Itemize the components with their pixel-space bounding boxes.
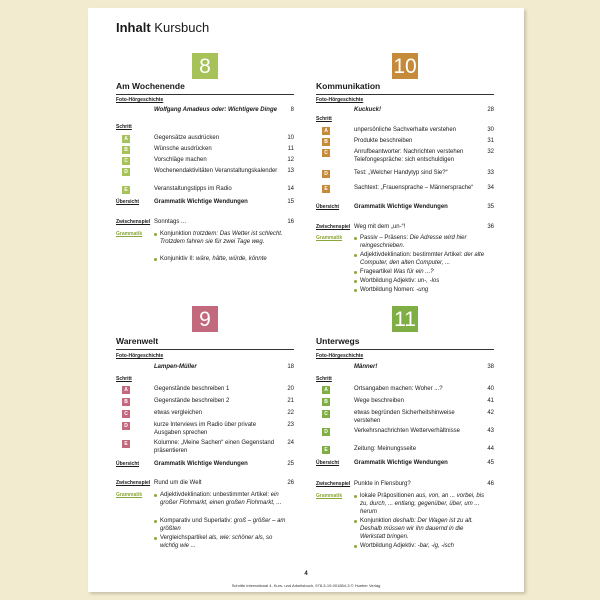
page-ref: 21 [287, 398, 294, 404]
label-foto: Foto-Hörgeschichte [116, 353, 164, 359]
schritt-badge: D [122, 422, 130, 430]
foto-title: Wolfgang Amadeus oder: Wichtigere Dinge [154, 107, 277, 113]
schritt-text: Veranstaltungstipps im Radio [154, 186, 232, 192]
schritt-text: Anrufbeantworter: Nachrichten verstehen Telefongespräche: sich entschuldigen [354, 149, 464, 163]
schritt-badge: A [122, 135, 130, 143]
chapter-number-10: 10 [393, 55, 417, 78]
label-schritt: Schritt [316, 116, 332, 122]
page-ref: 34 [487, 185, 494, 191]
page-ref: 15 [287, 199, 294, 205]
label-uebersicht: Übersicht [116, 461, 140, 467]
schritt-badge: B [322, 138, 330, 146]
page-title [116, 20, 209, 35]
label-grammatik: Grammatik [116, 231, 143, 237]
page-ref: 18 [287, 364, 294, 370]
lektion-8 [116, 53, 294, 283]
uebersicht-text: Grammatik Wichtige Wendungen [354, 204, 448, 210]
chapter-title-10[interactable]: Kommunikation [316, 81, 494, 95]
page-ref: 45 [487, 460, 494, 466]
label-grammatik: Grammatik [316, 493, 343, 499]
page-title-main: Inhalt [116, 20, 151, 35]
foto-title: Lampen-Müller [154, 364, 197, 370]
schritt-badge: E [322, 185, 330, 193]
page-ref: 12 [287, 157, 294, 163]
schritt-badge: A [122, 386, 130, 394]
label-grammatik: Grammatik [116, 492, 143, 498]
schritt-badge: E [122, 186, 130, 194]
schritt-badge: D [322, 428, 330, 436]
page-ref: 8 [290, 107, 294, 113]
zwischenspiel-text: Punkte in Flensburg? [354, 481, 411, 487]
schritt-text: Wünsche ausdrücken [154, 146, 212, 152]
schritt-badge: B [122, 398, 130, 406]
page-ref: 46 [487, 481, 494, 487]
schritt-text: Ortsangaben machen: Woher ...? [354, 386, 443, 392]
label-zwischenspiel: Zwischenspiel [316, 224, 351, 230]
page-ref: 44 [487, 446, 494, 452]
page-ref: 42 [487, 410, 494, 416]
label-schritt: Schritt [316, 376, 332, 382]
label-zwischenspiel: Zwischenspiel [116, 480, 151, 486]
schritt-badge: A [322, 386, 330, 394]
grammatik-point: Frageartikel Was für ein ...? [354, 269, 490, 277]
schritt-badge: E [122, 440, 130, 448]
page-ref: 20 [287, 386, 294, 392]
zwischenspiel-text: Sonntags ... [154, 219, 187, 225]
schritt-text: unpersönliche Sachverhalte verstehen [354, 127, 457, 133]
schritt-text: Gegenstände beschreiben 1 [154, 386, 230, 392]
grammatik-point: Komparativ und Superlativ: groß – größer – am größten [154, 518, 290, 534]
schritt-text: Produkte beschreiben [354, 138, 413, 144]
schritt-text: Wege beschreiben [354, 398, 404, 404]
grammatik-point: Wortbildung Nomen: -ung [354, 287, 490, 295]
label-schritt: Schritt [116, 124, 132, 130]
schritt-text: Wochenendaktivitäten Veranstaltungskalender [154, 168, 278, 174]
label-foto: Foto-Hörgeschichte [316, 97, 364, 103]
schritt-text: Gegensätze ausdrücken [154, 135, 220, 141]
grammatik-point: Adjektivdeklination: bestimmter Artikel: der alte Computer, den alten Computer, ... [354, 252, 490, 268]
chapter-title-11[interactable]: Unterwegs [316, 336, 494, 350]
schritt-badge: C [322, 410, 330, 418]
schritt-text: etwas begründen Sicherheitshinweise verstehen [354, 410, 455, 424]
chapter-title-8[interactable]: Am Wochenende [116, 81, 294, 95]
chapter-number-11: 11 [392, 306, 418, 332]
page-ref: 16 [287, 219, 294, 225]
page-ref: 11 [287, 146, 294, 152]
label-zwischenspiel: Zwischenspiel [316, 481, 351, 487]
page-ref: 31 [487, 138, 494, 144]
page-number: 4 [304, 571, 308, 577]
copyright-footer: Schritte international 4, Kurs- und Arbeitsbuch, 978-3-19-001854-3 © Hueber Verlag [231, 583, 381, 588]
page-ref: 22 [287, 410, 294, 416]
page-ref: 38 [487, 364, 494, 370]
page-ref: 30 [487, 127, 494, 133]
document-page [88, 8, 524, 592]
schritt-text: Vorschläge machen [154, 157, 207, 163]
schritt-text: Verkehrsnachrichten Wetterverhältnisse [354, 428, 460, 434]
schritt-badge: C [122, 410, 130, 418]
page-ref: 14 [287, 186, 294, 192]
grammatik-point: Konjunktion trotzdem: Das Wetter ist schlecht. Trotzdem fahren sie für zwei Tage weg. [154, 231, 290, 247]
schritt-text: etwas vergleichen [154, 410, 203, 416]
uebersicht-text: Grammatik Wichtige Wendungen [154, 461, 248, 467]
label-uebersicht: Übersicht [316, 204, 340, 210]
schritt-text: kurze Interviews im Radio über private Ausgaben sprechen [154, 422, 257, 436]
page-ref: 25 [287, 461, 294, 467]
page-ref: 24 [287, 440, 294, 446]
chapter-number-8: 8 [192, 53, 218, 79]
lektion-9 [116, 306, 294, 556]
page-ref: 23 [287, 422, 294, 428]
grammatik-point: Konjunktiv II: wäre, hätte, würde, könnte [154, 256, 290, 264]
schritt-text: Gegenstände beschreiben 2 [154, 398, 230, 404]
foto-title: Männer! [354, 364, 378, 370]
schritt-badge: A [322, 127, 330, 135]
schritt-badge: B [122, 146, 130, 154]
zwischenspiel-text: Rund um die Welt [154, 480, 202, 486]
page-ref: 40 [487, 386, 494, 392]
schritt-badge: E [322, 446, 330, 454]
page-ref: 26 [287, 480, 294, 486]
schritt-text: Kolumne: „Meine Sachen“ einen Gegenstand präsentieren [154, 440, 275, 454]
page-ref: 33 [487, 170, 494, 176]
grammatik-point: Konjunktion deshalb: Der Wagen ist zu alt. Deshalb müssen wir ihn dauernd in die Werkstatt bringen. [354, 518, 490, 541]
grammatik-point: Vergleichspartikel als, wie: schöner als, so wichtig wie ... [154, 535, 290, 551]
grammatik-point: Wortbildung Adjektiv: -bar, -ig, -isch [354, 543, 490, 551]
page-ref: 13 [287, 168, 294, 174]
page-ref: 41 [487, 398, 494, 404]
grammatik-point: Adjektivdeklination: unbestimmter Artikel: ein großer Flohmarkt, einen großen Flohmarkt, ... [154, 492, 290, 508]
uebersicht-text: Grammatik Wichtige Wendungen [354, 460, 448, 466]
schritt-badge: B [322, 398, 330, 406]
chapter-title-9[interactable]: Warenwelt [116, 336, 294, 350]
page-ref: 32 [487, 149, 494, 155]
label-uebersicht: Übersicht [116, 199, 140, 205]
page-ref: 43 [487, 428, 494, 434]
grammatik-point: lokale Präpositionen aus, von, an ... vorbei, bis zu, durch, ... entlang, gegenüber, über, um ... herum [354, 493, 490, 516]
grammatik-point: Passiv – Präsens: Die Adresse wird hier reingeschrieben. [354, 235, 490, 251]
label-foto: Foto-Hörgeschichte [116, 97, 164, 103]
page-ref: 35 [487, 204, 494, 210]
lektion-11 [316, 306, 494, 556]
uebersicht-text: Grammatik Wichtige Wendungen [154, 199, 248, 205]
foto-title: Kuckuck! [354, 107, 382, 113]
page-ref: 36 [487, 224, 494, 230]
schritt-badge: D [122, 168, 130, 176]
schritt-text: Sachtext: „Frauensprache – Männersprache“ [354, 185, 474, 191]
chapter-number-9: 9 [192, 306, 218, 332]
schritt-badge: C [322, 149, 330, 157]
label-zwischenspiel: Zwischenspiel [116, 219, 151, 225]
schritt-badge: C [122, 157, 130, 165]
label-foto: Foto-Hörgeschichte [316, 353, 364, 359]
zwischenspiel-text: Weg mit dem „un-“! [354, 224, 406, 230]
label-uebersicht: Übersicht [316, 460, 340, 466]
page-title-sub: Kursbuch [154, 20, 210, 35]
schritt-text: Zeitung: Meinungsseite [354, 446, 417, 452]
schritt-text: Test: „Welcher Handytyp sind Sie?“ [354, 170, 448, 176]
page-ref: 28 [487, 107, 494, 113]
schritt-badge: D [322, 170, 330, 178]
label-schritt: Schritt [116, 376, 132, 382]
grammatik-point: Wortbildung Adjektiv: un-, -los [354, 278, 490, 286]
lektion-10 [316, 53, 494, 303]
label-grammatik: Grammatik [316, 235, 343, 241]
page-ref: 10 [287, 135, 294, 141]
